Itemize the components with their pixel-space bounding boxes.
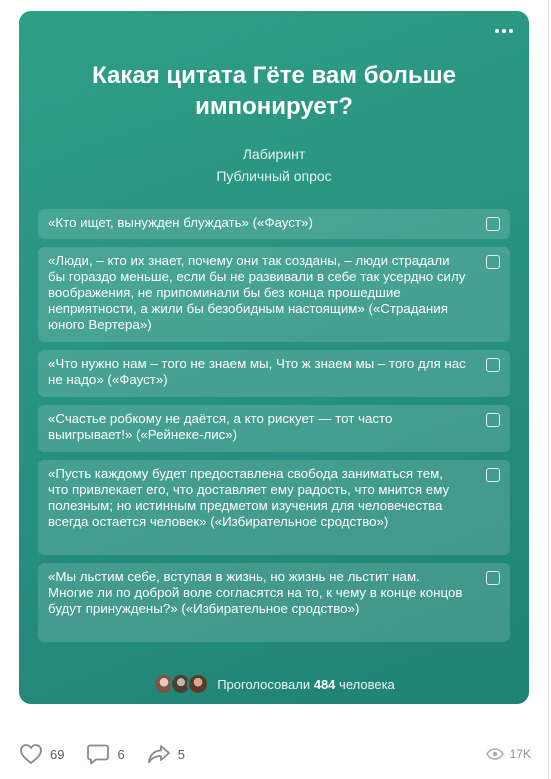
poll-option-text: «Люди, – кто их знает, почему они так созданы, – люди страдали бы гораздо меньше, если бы не развивали в себе так усердно силу воображения, не припоминали бы без конца прошедшие неприятности, а жили бы безобидным настоящим» («Страдания юного Вертера») — [48, 253, 466, 332]
checkbox-icon[interactable] — [486, 358, 500, 372]
like-count: 69 — [50, 746, 65, 762]
poll-option-text: «Кто ищет, вынужден блуждать» («Фауст») — [48, 215, 313, 230]
checkbox-icon[interactable] — [486, 468, 500, 482]
post-footer — [19, 742, 531, 766]
comment-button[interactable] — [86, 743, 124, 765]
checkbox-icon[interactable] — [486, 571, 500, 585]
views-count: 17K — [509, 747, 531, 761]
poll-option[interactable] — [38, 405, 510, 452]
poll-option[interactable] — [38, 209, 510, 239]
share-count: 5 — [177, 746, 185, 762]
poll-author[interactable]: Лабиринт — [242, 146, 306, 162]
poll-option-text: «Счастье робкому не даётся, а кто рискует — тот часто выигрывает!» («Рейнеке-лис») — [48, 411, 393, 442]
voters-text — [217, 677, 395, 692]
poll-option-text: «Пусть каждому будет предоставлена свобода заниматься тем, что привлекает его, что доставляет ему радость, что мнится ему полезным; но истинным предметом изучения для человечества всегда остается человек» («Избирательное сродство») — [48, 466, 450, 529]
voters-prefix: Проголосовали — [217, 676, 311, 692]
share-arrow-icon — [147, 743, 171, 765]
comment-icon — [86, 743, 110, 765]
avatar — [187, 673, 209, 695]
poll-options — [38, 209, 510, 650]
poll-option[interactable] — [38, 247, 510, 342]
poll-option[interactable] — [38, 460, 510, 555]
poll-option-text: «Мы льстим себе, вступая в жизнь, но жизнь не льстит нам. Многие ли по доброй воле согласятся на то, к чему в конце концов будут принуждены?» («Избирательное сродство») — [48, 569, 463, 616]
poll-option[interactable] — [38, 350, 510, 397]
poll-card — [19, 11, 529, 704]
checkbox-icon[interactable] — [486, 217, 500, 231]
poll-type: Публичный опрос — [216, 168, 332, 184]
poll-title: Какая цитата Гёте вам больше импонирует? — [92, 62, 456, 120]
heart-icon — [19, 743, 43, 765]
voters-summary[interactable] — [19, 673, 529, 695]
checkbox-icon[interactable] — [486, 413, 500, 427]
voters-suffix: человека — [339, 676, 395, 692]
voters-count: 484 — [313, 676, 336, 692]
share-button[interactable] — [147, 743, 185, 765]
poll-option-text: «Что нужно нам – того не знаем мы, Что ж знаем мы – того для нас не надо» («Фауст») — [48, 356, 466, 387]
comment-count: 6 — [117, 746, 125, 762]
poll-option[interactable] — [38, 563, 510, 642]
like-button[interactable] — [19, 743, 64, 765]
eye-icon — [486, 748, 504, 760]
views-counter — [486, 747, 531, 761]
more-dots-icon[interactable] — [495, 29, 513, 33]
voter-avatars — [153, 673, 209, 695]
checkbox-icon[interactable] — [486, 255, 500, 269]
